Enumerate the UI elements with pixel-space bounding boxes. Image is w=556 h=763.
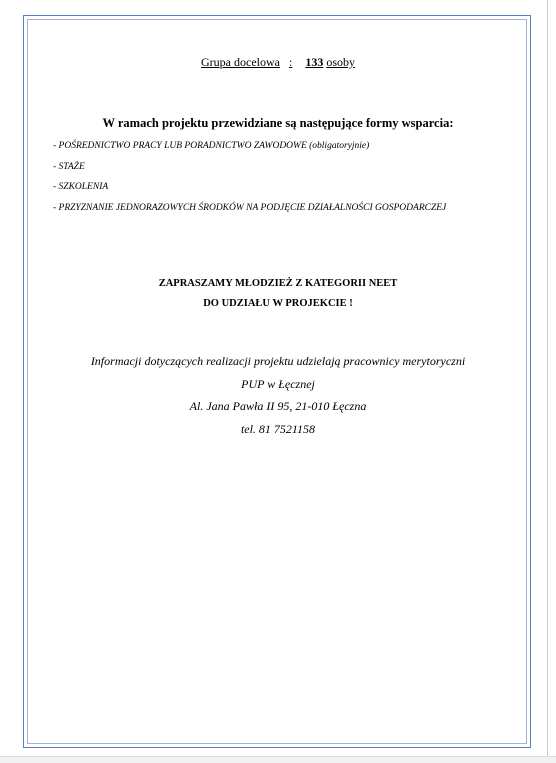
target-group-separator: : xyxy=(288,55,293,69)
support-item-trainings: - SZKOLENIA xyxy=(53,182,109,192)
target-group-count: 133 xyxy=(305,55,324,69)
support-item-business-funds: - PRZYZNANIE JEDNORAZOWYCH ŚRODKÓW NA PODJĘCIE DZIAŁALNOŚCI GOSPODARCZEJ xyxy=(53,202,447,213)
contact-line-address: Al. Jana Pawła II 95, 21-010 Łęczna xyxy=(189,399,367,413)
invitation-line-1: ZAPRASZAMY MŁODZIEŻ Z KATEGORII NEET xyxy=(158,278,398,289)
contact-line-office: PUP w Łęcznej xyxy=(241,376,315,391)
target-group-unit: osoby xyxy=(326,55,355,69)
contact-line-phone: tel. 81 7521158 xyxy=(240,421,316,436)
contact-block xyxy=(0,350,556,440)
target-group-label: Grupa docelowa xyxy=(201,55,280,69)
target-group-line xyxy=(0,54,556,70)
invitation-line-2: DO UDZIAŁU W PROJEKCIE ! xyxy=(203,298,353,309)
page-bottom-edge xyxy=(0,756,556,763)
contact-line-info: Informacji dotyczących realizacji projektu udzielają pracownicy merytoryczni xyxy=(90,354,466,368)
invitation-block xyxy=(0,274,556,314)
support-item-internships: - STAŻE xyxy=(53,161,85,172)
support-item-mediation: - POŚREDNICTWO PRACY LUB PORADNICTWO ZAWODOWE (obligatoryjnie) xyxy=(53,141,370,151)
support-heading: W ramach projektu przewidziane są następujące formy wsparcia: xyxy=(102,116,454,130)
support-list xyxy=(53,136,446,218)
